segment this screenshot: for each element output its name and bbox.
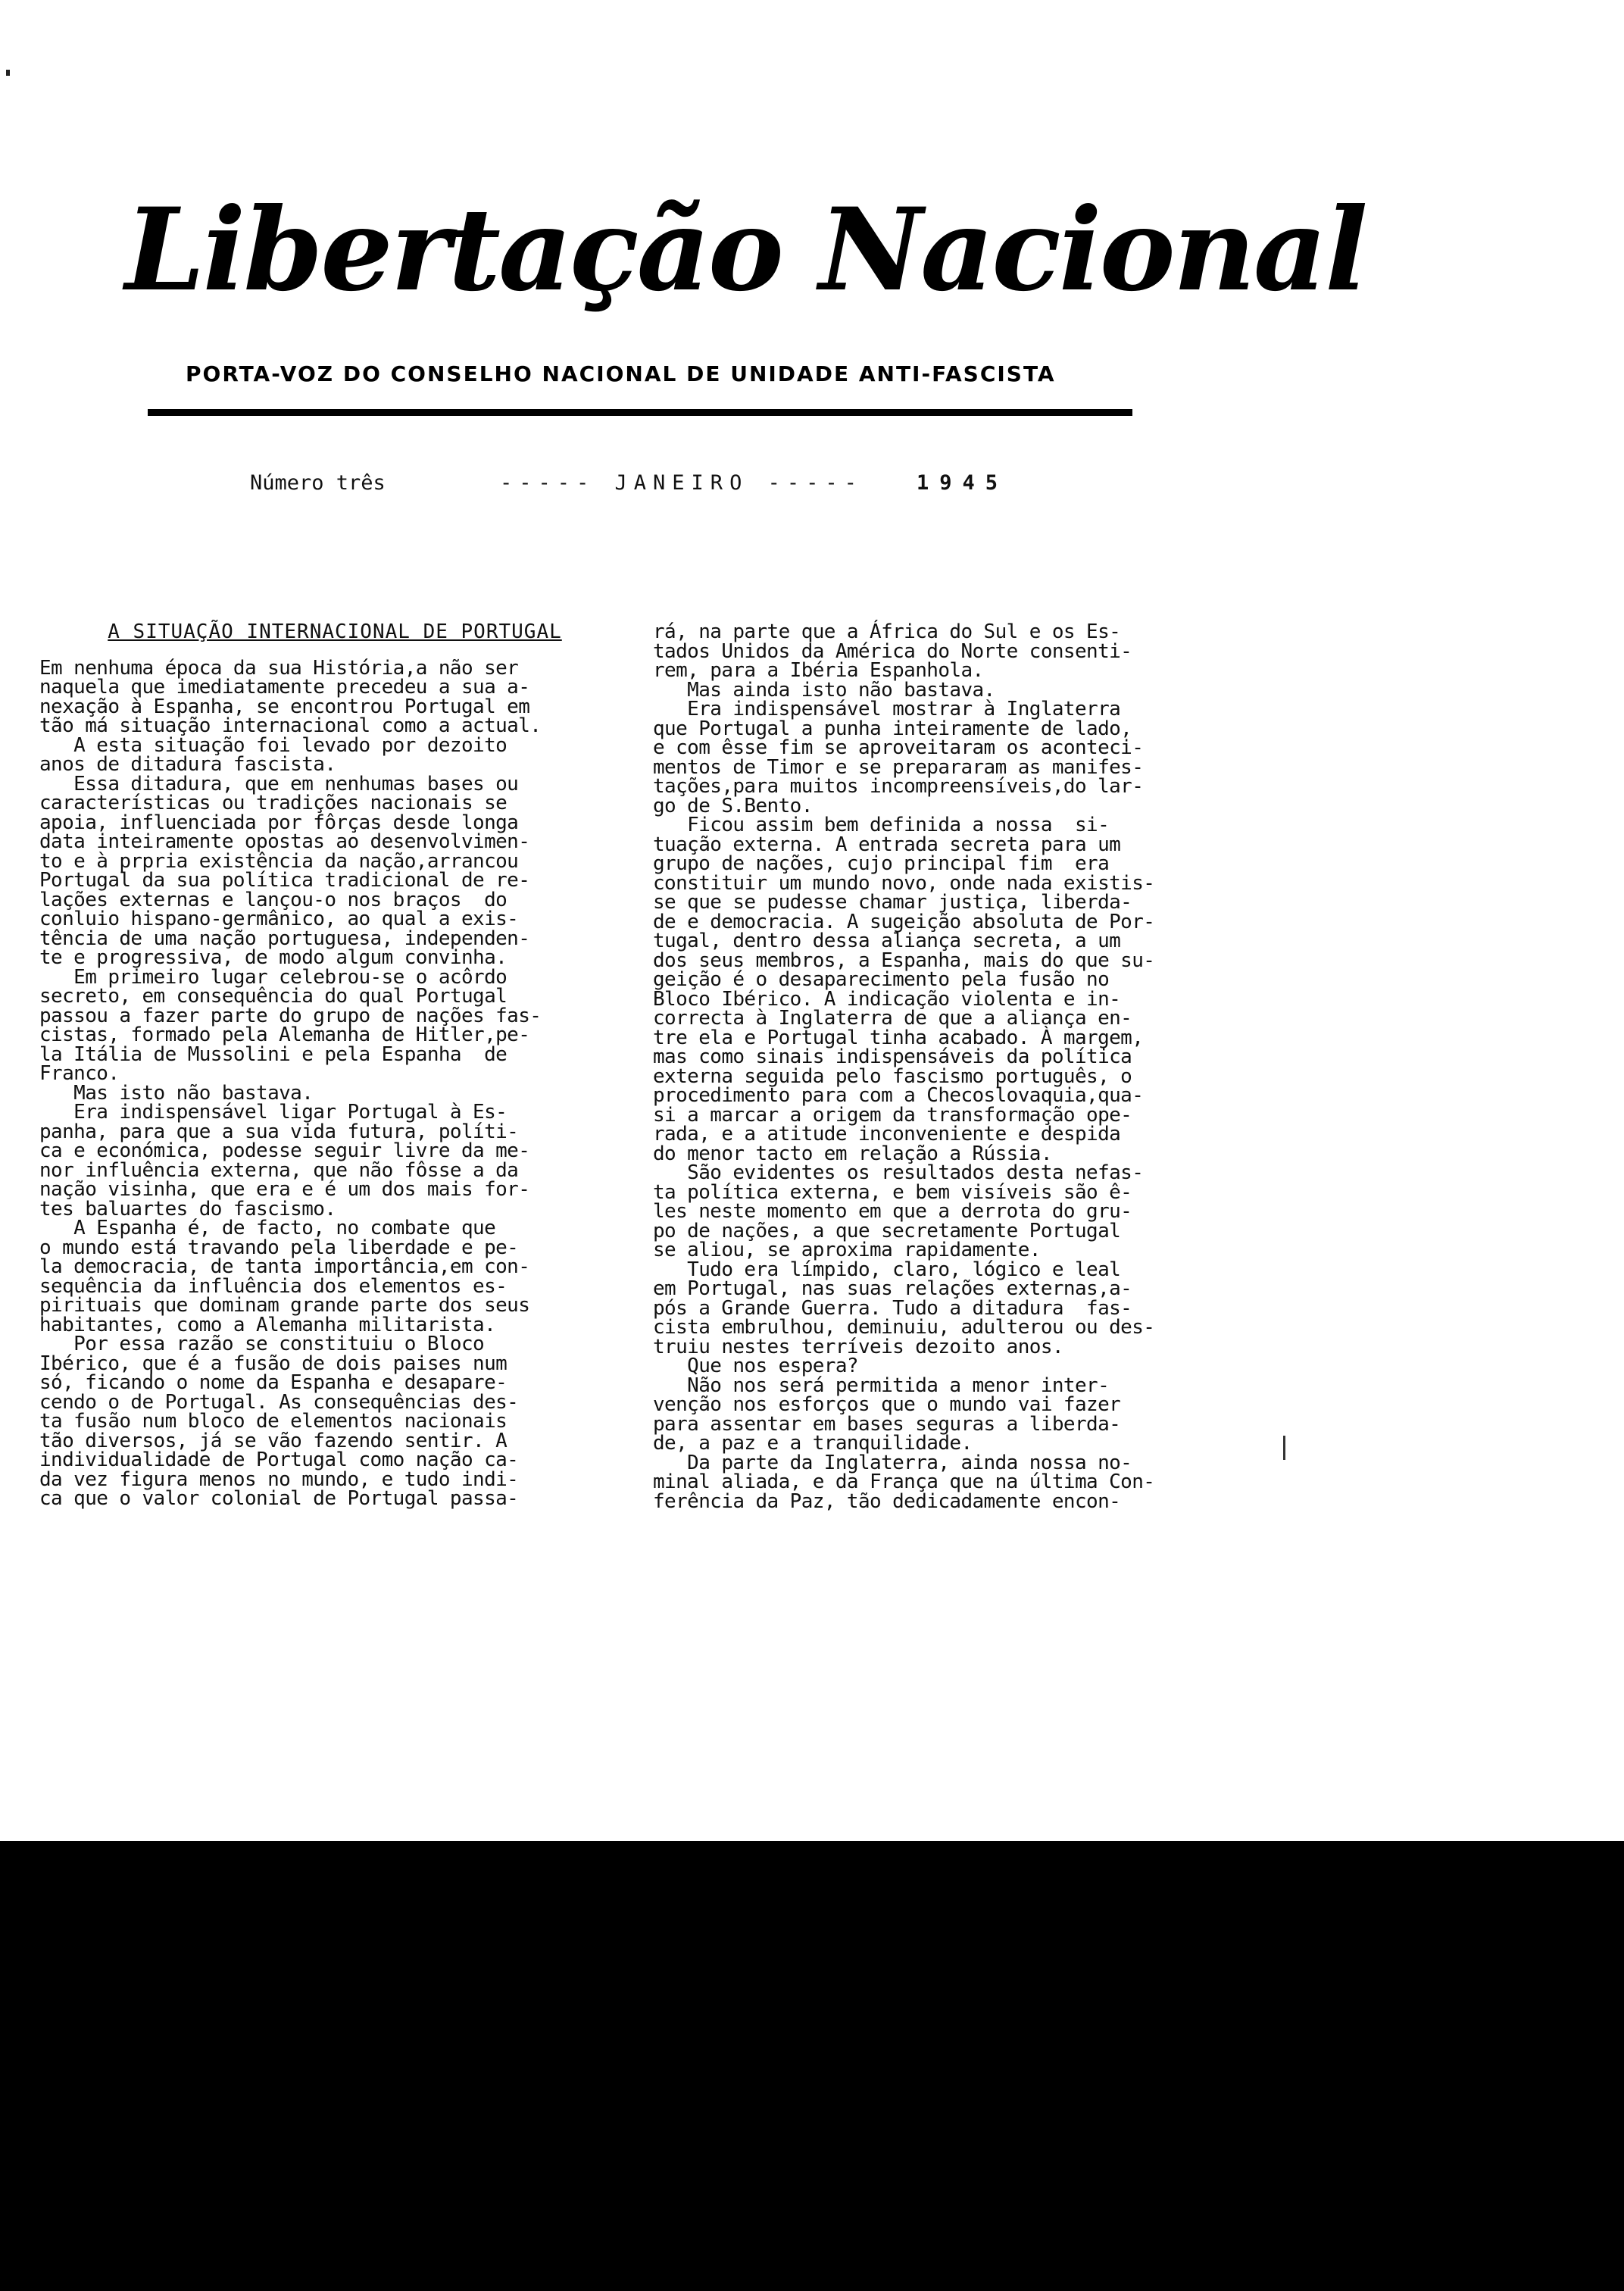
text-line: Tudo era límpido, claro, lógico e leal (653, 1258, 1121, 1281)
text-line: tão diversos, já se vão fazendo sentir. A (39, 1429, 508, 1452)
text-line: cistas, formado pela Alemanha de Hitler,pe- (39, 1024, 530, 1046)
text-line: para assentar em bases seguras a liberda- (653, 1412, 1121, 1436)
margin-mark (1283, 1436, 1285, 1460)
text-line: pirituais que dominam grande parte dos seus (39, 1294, 530, 1317)
text-line: tre ela e Portugal tinha acabado. À margem, (653, 1026, 1144, 1049)
masthead-title: Libertação Nacional (125, 183, 1366, 317)
text-line: tados Unidos da América do Norte consenti- (653, 639, 1132, 663)
text-line: apoia, influenciada por fôrças desde longa (39, 811, 519, 834)
text-line: tações,para muitos incompreensíveis,do lar- (653, 775, 1144, 798)
text-line: les neste momento em que a derrota do gru- (653, 1200, 1132, 1223)
text-line: te e progressiva, de modo algum convinha. (39, 946, 508, 969)
text-line: tes baluartes do fascismo. (39, 1197, 336, 1221)
text-line: minal aliada, e da França que na última Con- (653, 1471, 1155, 1493)
text-line: que Portugal a punha inteiramente de lado, (653, 717, 1132, 740)
text-line: grupo de nações, cujo principal fim era (653, 852, 1110, 875)
text-line: to e à prpria existência da nação,arrancou (39, 849, 519, 873)
masthead-subtitle: PORTA-VOZ DO CONSELHO NACIONAL DE UNIDADE ANTI-FASCISTA (186, 361, 1056, 386)
text-line: em Portugal, nas suas relações externas,a- (653, 1277, 1132, 1300)
text-line: rá, na parte que a África do Sul e os Es- (653, 620, 1121, 643)
text-line: data inteiramente opostas ao desenvolvimen- (39, 830, 530, 853)
text-line: rem, para a Ibéria Espanhola. (653, 659, 984, 682)
text-line: naquela que imediatamente precedeu a sua a- (39, 676, 530, 699)
article-title: A SITUAÇÃO INTERNACIONAL DE PORTUGAL (108, 620, 562, 643)
text-line: lações externas e lançou-o nos braços do (39, 888, 508, 911)
text-line: venção nos esforços que o mundo vai fazer (653, 1393, 1121, 1416)
text-line: ferência da Paz, tão dedicadamente encon- (653, 1489, 1121, 1513)
text-line: cendo o de Portugal. As consequências des- (39, 1390, 519, 1414)
text-line: Mas ainda isto não bastava. (653, 678, 995, 702)
text-line: tugal, dentro dessa aliança secreta, a um (653, 930, 1121, 952)
text-line: po de nações, a que secretamente Portugal (653, 1219, 1121, 1242)
text-line: Portugal da sua política tradicional de re- (39, 869, 530, 892)
text-line: Ficou assim bem definida a nossa si- (653, 814, 1110, 836)
text-line: nexação à Espanha, se encontrou Portugal em (39, 695, 530, 718)
text-line: conluio hispano-germânico, ao qual a exis- (39, 908, 519, 930)
text-line: Não nos será permitida a menor inter- (653, 1374, 1110, 1397)
issue-line (250, 471, 1083, 502)
text-line: Mas isto não bastava. (39, 1081, 314, 1105)
text-line: sequência da influência dos elementos es- (39, 1274, 508, 1298)
text-line: Essa ditadura, que em nenhumas bases ou (39, 772, 519, 795)
text-line: se aliou, se aproxima rapidamente. (653, 1239, 1041, 1261)
text-line: panha, para que a sua vida futura, políti- (39, 1120, 519, 1143)
text-line: tuação externa. A entrada secreta para um (653, 833, 1121, 856)
text-line: tão má situação internacional como a actual. (39, 714, 542, 737)
text-line: ca e económica, podesse seguir livre da me- (39, 1139, 530, 1162)
text-line: pós a Grande Guerra. Tudo a ditadura fas- (653, 1296, 1132, 1320)
text-line: geição é o desaparecimento pela fusão no (653, 968, 1110, 991)
text-line: Franco. (39, 1062, 120, 1085)
text-line: Era indispensável ligar Portugal à Es- (39, 1101, 508, 1124)
text-line: do menor tacto em relação a Rússia. (653, 1142, 1052, 1165)
issue-number: Número três (250, 471, 386, 495)
text-line: ca que o valor colonial de Portugal passa- (39, 1487, 519, 1510)
text-line: la democracia, de tanta importância,em con- (39, 1255, 530, 1278)
article-column-right (653, 620, 1244, 1513)
text-line: externa seguida pelo fascismo português, o (653, 1064, 1132, 1088)
text-line: ta fusão num bloco de elementos nacionais (39, 1410, 508, 1433)
text-line: secreto, em consequência do qual Portugal (39, 985, 508, 1008)
text-line: si a marcar a origem da transformação ope- (653, 1103, 1132, 1127)
text-line: características ou tradições nacionais se (39, 792, 508, 814)
text-line: tência de uma nação portuguesa, independen- (39, 927, 530, 950)
text-line: Da parte da Inglaterra, ainda nossa no- (653, 1451, 1132, 1474)
text-line: cista embrulhou, deminuiu, adulterou ou des- (653, 1316, 1155, 1339)
text-line: nor influência externa, que não fôsse a da (39, 1158, 519, 1182)
text-line: A Espanha é, de facto, no combate que (39, 1217, 496, 1239)
text-line: rada, e a atitude inconveniente e despida (653, 1123, 1121, 1146)
text-line: la Itália de Mussolini e pela Espanha de (39, 1042, 508, 1066)
text-line: Bloco Ibérico. A indicação violenta e in- (653, 987, 1121, 1011)
text-line: constituir um mundo novo, onde nada existis- (653, 871, 1155, 895)
text-line: da vez figura menos no mundo, e tudo indi- (39, 1467, 519, 1491)
text-line: nação visinha, que era e é um dos mais for- (39, 1178, 530, 1201)
scan-black-area (0, 1841, 1624, 2291)
text-line: de e democracia. A sugeição absoluta de Por- (653, 910, 1155, 933)
text-line: dos seus membros, a Espanha, mais do que su- (653, 949, 1155, 972)
text-line: Que nos espera? (653, 1355, 858, 1377)
article-column-left (39, 620, 630, 1510)
masthead (125, 183, 1366, 386)
text-line: o mundo está travando pela liberdade e pe- (39, 1236, 519, 1259)
text-line: procedimento para com a Checoslovaquia,qua- (653, 1084, 1144, 1107)
text-line: Em primeiro lugar celebrou-se o acôrdo (39, 965, 508, 989)
text-line: go de S.Bento. (653, 794, 813, 817)
text-line: correcta à Inglaterra de que a aliança en- (653, 1007, 1132, 1030)
text-line: ta política externa, e bem visíveis são ê- (653, 1180, 1132, 1204)
text-line: passou a fazer parte do grupo de nações fas- (39, 1004, 542, 1027)
text-line: e com êsse fim se aproveitaram os aconteci- (653, 736, 1144, 759)
text-line: truiu nestes terríveis dezoito anos. (653, 1335, 1063, 1358)
text-line: Era indispensável mostrar à Inglaterra (653, 698, 1121, 720)
scan-speck (6, 70, 10, 76)
text-line: de, a paz e a tranquilidade. (653, 1432, 973, 1455)
issue-month: ----- JANEIRO ----- (500, 471, 864, 495)
text-line: só, ficando o nome da Espanha e desapare- (39, 1371, 508, 1394)
text-line: se que se pudesse chamar justiça, liberda- (653, 891, 1132, 914)
issue-year: 1945 (917, 471, 1009, 495)
text-line: A esta situação foi levado por dezoito (39, 733, 508, 757)
text-line: individualidade de Portugal como nação ca- (39, 1449, 519, 1471)
text-line: Em nenhuma época da sua História,a não ser (39, 656, 519, 680)
masthead-rule (148, 409, 1132, 416)
text-line: mentos de Timor e se prepararam as manifes- (653, 755, 1144, 779)
text-line: anos de ditadura fascista. (39, 753, 336, 776)
text-line: São evidentes os resultados desta nefas- (653, 1161, 1144, 1184)
text-line: Ibérico, que é a fusão de dois paises num (39, 1352, 508, 1375)
text-line: mas como sinais indispensáveis da política (653, 1045, 1132, 1068)
text-line: habitantes, como a Alemanha militarista. (39, 1313, 496, 1336)
text-line: Por essa razão se constituiu o Bloco (39, 1333, 485, 1355)
left-column-text (39, 656, 630, 1510)
right-column-text (653, 620, 1244, 1513)
